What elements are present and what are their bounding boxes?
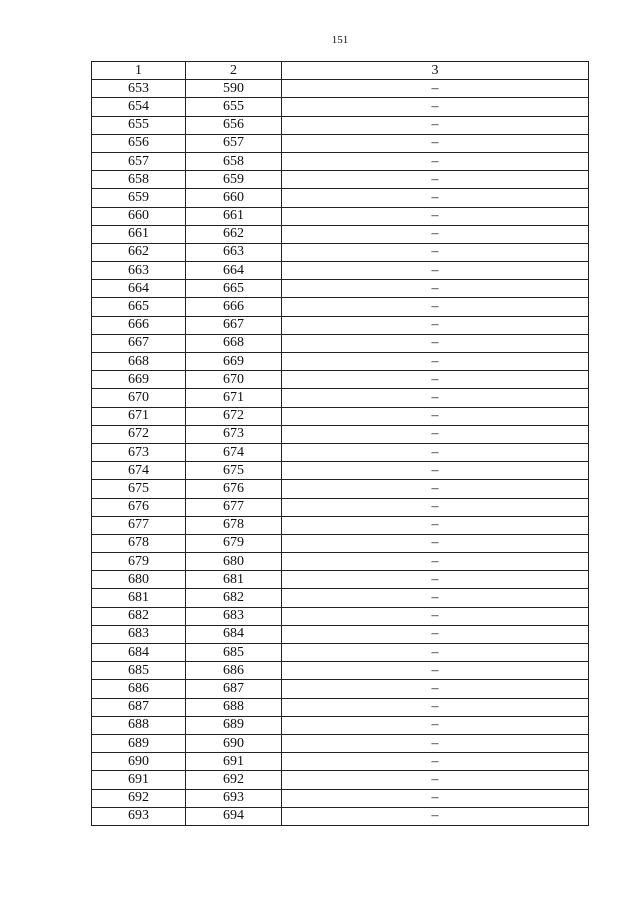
table-cell-col-1: 657 bbox=[92, 152, 186, 170]
table-cell-col-2: 662 bbox=[186, 225, 282, 243]
table-cell-col-3: – bbox=[282, 534, 589, 552]
header-row bbox=[92, 62, 589, 80]
table-row bbox=[92, 98, 589, 116]
column-header-2: 2 bbox=[186, 62, 282, 80]
table-cell-col-3: – bbox=[282, 243, 589, 261]
table-cell-col-1: 690 bbox=[92, 753, 186, 771]
table-cell-col-1: 662 bbox=[92, 243, 186, 261]
table-cell-col-3: – bbox=[282, 225, 589, 243]
table-row bbox=[92, 753, 589, 771]
table-row bbox=[92, 480, 589, 498]
table-cell-col-2: 668 bbox=[186, 334, 282, 352]
table-row bbox=[92, 680, 589, 698]
table-cell-col-2: 656 bbox=[186, 116, 282, 134]
table-cell-col-1: 661 bbox=[92, 225, 186, 243]
table-cell-col-3: – bbox=[282, 607, 589, 625]
table-cell-col-3: – bbox=[282, 425, 589, 443]
table-row bbox=[92, 443, 589, 461]
table-row bbox=[92, 189, 589, 207]
table-cell-col-2: 664 bbox=[186, 262, 282, 280]
table-row bbox=[92, 571, 589, 589]
table-cell-col-3: – bbox=[282, 316, 589, 334]
table-row bbox=[92, 243, 589, 261]
table-cell-col-2: 678 bbox=[186, 516, 282, 534]
table-cell-col-2: 682 bbox=[186, 589, 282, 607]
table-cell-col-2: 657 bbox=[186, 134, 282, 152]
table-row bbox=[92, 262, 589, 280]
table-cell-col-3: – bbox=[282, 262, 589, 280]
table-cell-col-2: 687 bbox=[186, 680, 282, 698]
table-cell-col-1: 655 bbox=[92, 116, 186, 134]
table-row bbox=[92, 789, 589, 807]
table-row bbox=[92, 334, 589, 352]
table-cell-col-3: – bbox=[282, 353, 589, 371]
table-cell-col-3: – bbox=[282, 753, 589, 771]
table-cell-col-3: – bbox=[282, 571, 589, 589]
table-cell-col-2: 667 bbox=[186, 316, 282, 334]
table-cell-col-2: 685 bbox=[186, 644, 282, 662]
table-cell-col-1: 666 bbox=[92, 316, 186, 334]
table-row bbox=[92, 171, 589, 189]
table-cell-col-1: 663 bbox=[92, 262, 186, 280]
page-number: 151 bbox=[331, 34, 349, 46]
table-cell-col-3: – bbox=[282, 389, 589, 407]
table-cell-col-3: – bbox=[282, 171, 589, 189]
table-cell-col-2: 688 bbox=[186, 698, 282, 716]
table-row bbox=[92, 134, 589, 152]
table-cell-col-1: 688 bbox=[92, 716, 186, 734]
data-table bbox=[91, 61, 589, 826]
table-row bbox=[92, 589, 589, 607]
table-cell-col-2: 665 bbox=[186, 280, 282, 298]
table-row bbox=[92, 225, 589, 243]
table-cell-col-3: – bbox=[282, 298, 589, 316]
table-header bbox=[92, 62, 589, 80]
table-row bbox=[92, 298, 589, 316]
table-cell-col-2: 677 bbox=[186, 498, 282, 516]
table-cell-col-1: 669 bbox=[92, 371, 186, 389]
table-cell-col-2: 683 bbox=[186, 607, 282, 625]
table-cell-col-2: 676 bbox=[186, 480, 282, 498]
table-cell-col-1: 693 bbox=[92, 807, 186, 825]
table-cell-col-1: 677 bbox=[92, 516, 186, 534]
table-cell-col-3: – bbox=[282, 334, 589, 352]
table-cell-col-1: 680 bbox=[92, 571, 186, 589]
table-cell-col-3: – bbox=[282, 734, 589, 752]
table-row bbox=[92, 516, 589, 534]
table-row bbox=[92, 498, 589, 516]
table-cell-col-3: – bbox=[282, 443, 589, 461]
table-cell-col-1: 685 bbox=[92, 662, 186, 680]
table-cell-col-1: 675 bbox=[92, 480, 186, 498]
table-cell-col-3: – bbox=[282, 698, 589, 716]
table-cell-col-2: 690 bbox=[186, 734, 282, 752]
table-cell-col-1: 673 bbox=[92, 443, 186, 461]
table-cell-col-3: – bbox=[282, 789, 589, 807]
table-cell-col-1: 672 bbox=[92, 425, 186, 443]
table-cell-col-2: 684 bbox=[186, 625, 282, 643]
table-cell-col-1: 656 bbox=[92, 134, 186, 152]
table-cell-col-2: 679 bbox=[186, 534, 282, 552]
column-header-3: 3 bbox=[282, 62, 589, 80]
table-cell-col-1: 689 bbox=[92, 734, 186, 752]
table-cell-col-3: – bbox=[282, 516, 589, 534]
table-row bbox=[92, 207, 589, 225]
table-cell-col-3: – bbox=[282, 152, 589, 170]
table-cell-col-2: 692 bbox=[186, 771, 282, 789]
table-cell-col-3: – bbox=[282, 498, 589, 516]
table-cell-col-2: 673 bbox=[186, 425, 282, 443]
table-cell-col-2: 669 bbox=[186, 353, 282, 371]
table-row bbox=[92, 553, 589, 571]
table-cell-col-1: 665 bbox=[92, 298, 186, 316]
table-cell-col-3: – bbox=[282, 716, 589, 734]
table-cell-col-3: – bbox=[282, 807, 589, 825]
table-cell-col-2: 675 bbox=[186, 462, 282, 480]
table-row bbox=[92, 534, 589, 552]
table-cell-col-1: 687 bbox=[92, 698, 186, 716]
table-cell-col-1: 653 bbox=[92, 80, 186, 98]
table-cell-col-2: 655 bbox=[186, 98, 282, 116]
table-cell-col-2: 672 bbox=[186, 407, 282, 425]
table-cell-col-1: 659 bbox=[92, 189, 186, 207]
table-cell-col-3: – bbox=[282, 98, 589, 116]
table-cell-col-1: 691 bbox=[92, 771, 186, 789]
table-cell-col-3: – bbox=[282, 116, 589, 134]
table-cell-col-3: – bbox=[282, 80, 589, 98]
table-row bbox=[92, 644, 589, 662]
table-row bbox=[92, 353, 589, 371]
table-cell-col-3: – bbox=[282, 771, 589, 789]
table-row bbox=[92, 625, 589, 643]
table-row bbox=[92, 425, 589, 443]
table-cell-col-2: 671 bbox=[186, 389, 282, 407]
table-cell-col-2: 670 bbox=[186, 371, 282, 389]
table-cell-col-1: 670 bbox=[92, 389, 186, 407]
table-cell-col-3: – bbox=[282, 207, 589, 225]
table-cell-col-2: 693 bbox=[186, 789, 282, 807]
table-cell-col-1: 678 bbox=[92, 534, 186, 552]
table-cell-col-1: 681 bbox=[92, 589, 186, 607]
column-header-1: 1 bbox=[92, 62, 186, 80]
table-cell-col-2: 666 bbox=[186, 298, 282, 316]
table-row bbox=[92, 698, 589, 716]
table-cell-col-1: 664 bbox=[92, 280, 186, 298]
table-row bbox=[92, 734, 589, 752]
table-body bbox=[92, 80, 589, 826]
table-row bbox=[92, 771, 589, 789]
table-cell-col-1: 682 bbox=[92, 607, 186, 625]
table-cell-col-1: 674 bbox=[92, 462, 186, 480]
table-cell-col-2: 694 bbox=[186, 807, 282, 825]
table-row bbox=[92, 716, 589, 734]
table-row bbox=[92, 116, 589, 134]
table-cell-col-1: 679 bbox=[92, 553, 186, 571]
table-cell-col-2: 674 bbox=[186, 443, 282, 461]
table-cell-col-2: 658 bbox=[186, 152, 282, 170]
table-cell-col-2: 681 bbox=[186, 571, 282, 589]
table-cell-col-3: – bbox=[282, 134, 589, 152]
table-cell-col-1: 683 bbox=[92, 625, 186, 643]
table-cell-col-3: – bbox=[282, 589, 589, 607]
table-cell-col-1: 686 bbox=[92, 680, 186, 698]
table-cell-col-2: 686 bbox=[186, 662, 282, 680]
table-row bbox=[92, 280, 589, 298]
table-row bbox=[92, 662, 589, 680]
table-cell-col-2: 663 bbox=[186, 243, 282, 261]
table-row bbox=[92, 807, 589, 825]
table-cell-col-2: 659 bbox=[186, 171, 282, 189]
table-cell-col-1: 667 bbox=[92, 334, 186, 352]
table-cell-col-1: 654 bbox=[92, 98, 186, 116]
table-cell-col-2: 689 bbox=[186, 716, 282, 734]
table-cell-col-1: 668 bbox=[92, 353, 186, 371]
table-cell-col-3: – bbox=[282, 680, 589, 698]
table-cell-col-3: – bbox=[282, 480, 589, 498]
table-cell-col-1: 676 bbox=[92, 498, 186, 516]
table-cell-col-2: 660 bbox=[186, 189, 282, 207]
table-cell-col-1: 658 bbox=[92, 171, 186, 189]
table-cell-col-3: – bbox=[282, 407, 589, 425]
table-cell-col-3: – bbox=[282, 189, 589, 207]
table-cell-col-1: 684 bbox=[92, 644, 186, 662]
table-cell-col-1: 692 bbox=[92, 789, 186, 807]
table-row bbox=[92, 152, 589, 170]
table-cell-col-1: 671 bbox=[92, 407, 186, 425]
table-cell-col-3: – bbox=[282, 625, 589, 643]
table-cell-col-3: – bbox=[282, 662, 589, 680]
table-row bbox=[92, 80, 589, 98]
table-cell-col-2: 691 bbox=[186, 753, 282, 771]
table-cell-col-3: – bbox=[282, 644, 589, 662]
table-cell-col-2: 661 bbox=[186, 207, 282, 225]
table-cell-col-2: 680 bbox=[186, 553, 282, 571]
table-cell-col-3: – bbox=[282, 462, 589, 480]
table-row bbox=[92, 607, 589, 625]
table-row bbox=[92, 389, 589, 407]
table-cell-col-3: – bbox=[282, 553, 589, 571]
table-row bbox=[92, 371, 589, 389]
table-cell-col-2: 590 bbox=[186, 80, 282, 98]
table-cell-col-3: – bbox=[282, 280, 589, 298]
table-row bbox=[92, 407, 589, 425]
table-row bbox=[92, 462, 589, 480]
table-cell-col-3: – bbox=[282, 371, 589, 389]
table-cell-col-1: 660 bbox=[92, 207, 186, 225]
table-row bbox=[92, 316, 589, 334]
